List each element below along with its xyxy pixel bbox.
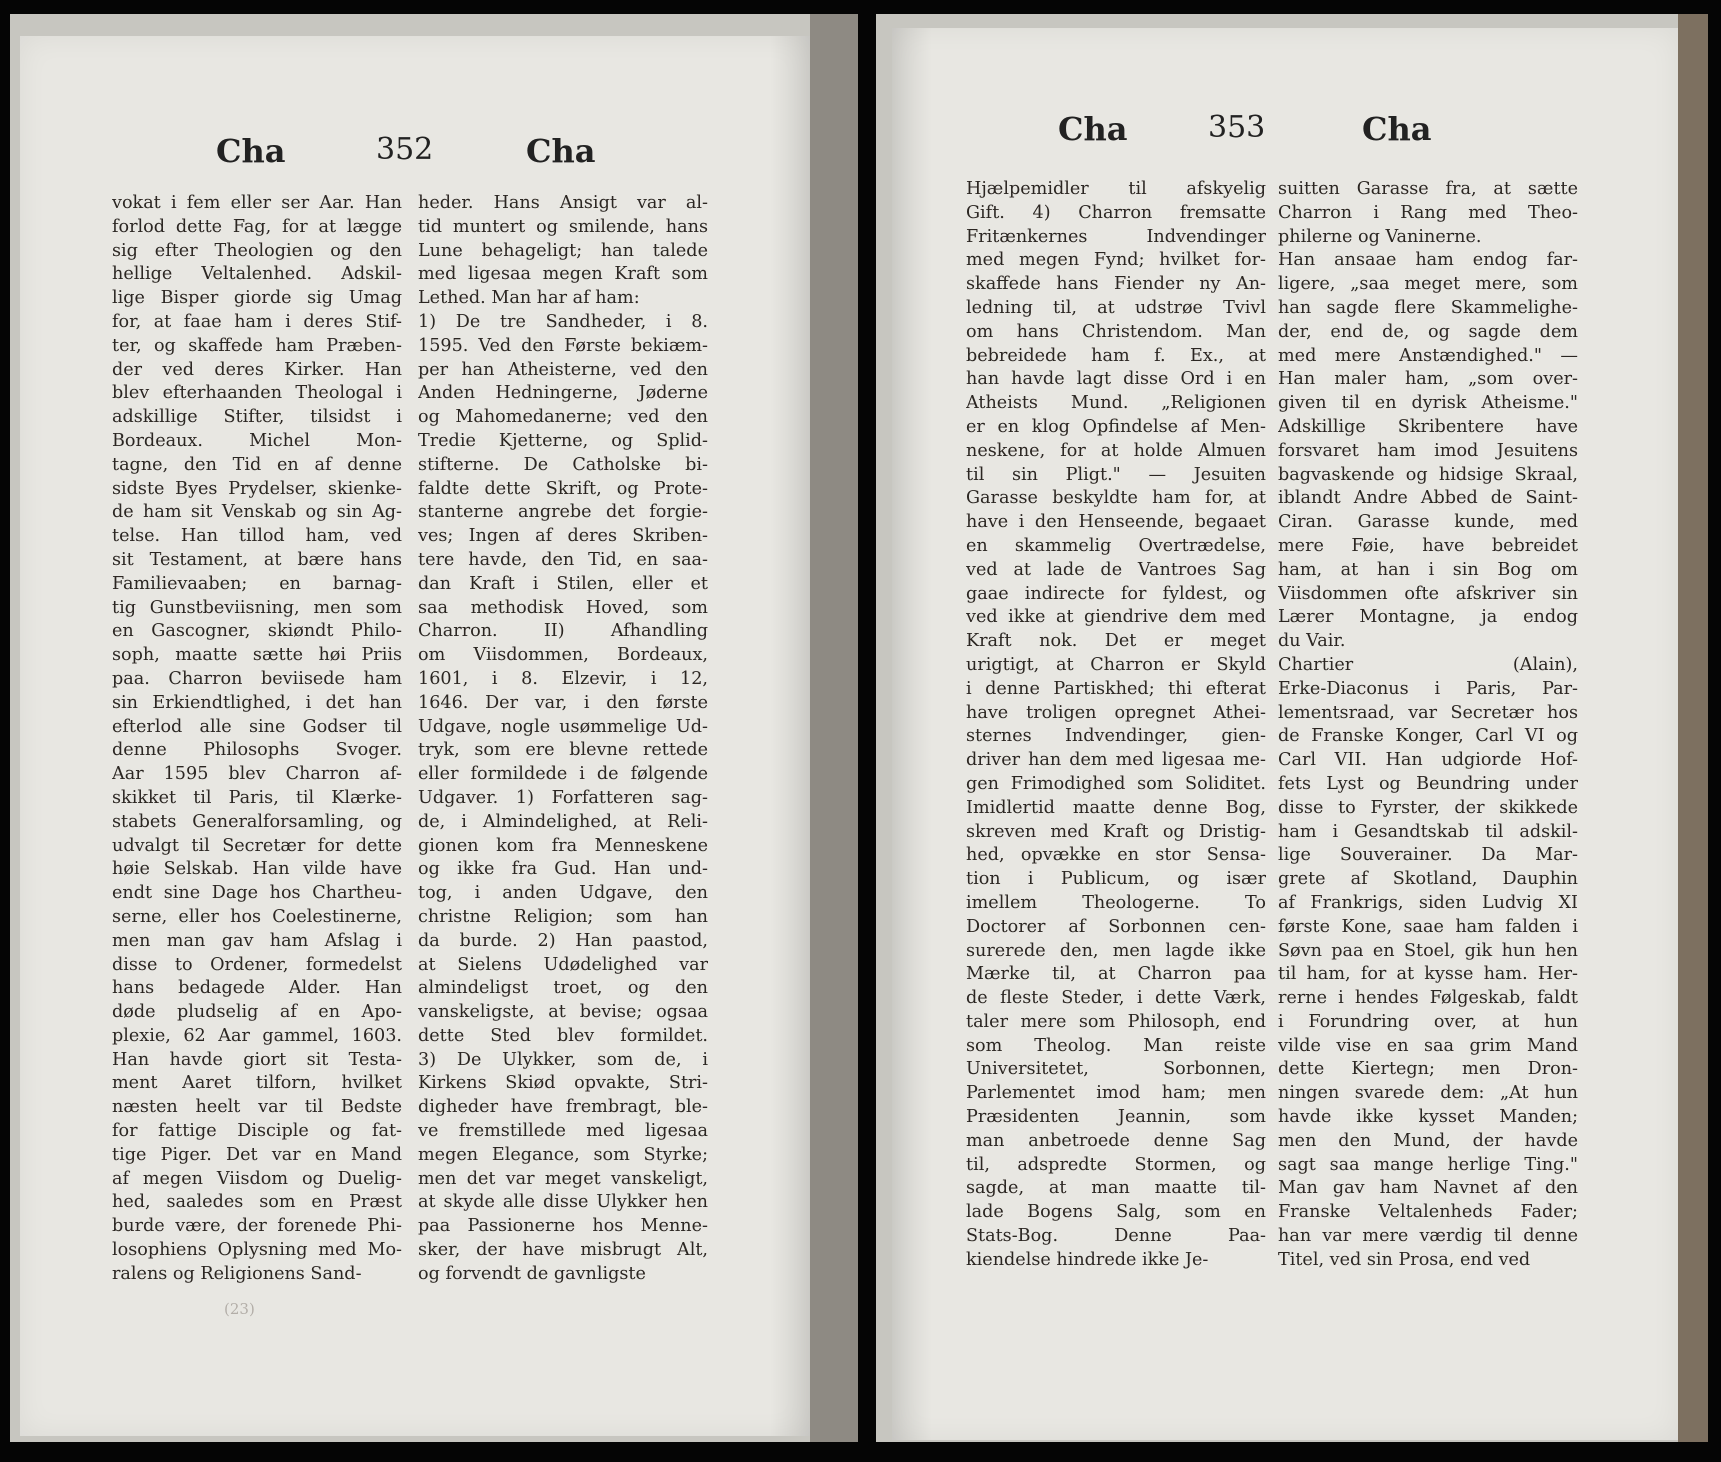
text-line: telse. Han tillod ham, ved <box>112 526 402 547</box>
running-head <box>20 132 810 182</box>
text-line: men den Mund, der havde <box>1278 1130 1578 1151</box>
text-line: tagne, den Tid en af denne <box>112 454 402 475</box>
text-line: vokat i fem eller ser Aar. Han <box>112 193 402 213</box>
text-line: given til en dyrisk Atheisme." <box>1278 393 1578 414</box>
text-line: ham, at han i sin Bog om <box>1278 559 1578 580</box>
text-line: grete af Skotland, Dauphin <box>1278 869 1578 890</box>
running-head-right-word: Cha <box>526 132 596 170</box>
text-line: philerne og Vaninerne. <box>1278 226 1482 247</box>
text-line: havde ikke kysset Manden; <box>1278 1107 1578 1128</box>
text-line: stanterne angrebe det forgie- <box>418 502 708 523</box>
text-line: forlod dette Fag, for at lægge <box>112 216 402 237</box>
text-line: hans bedagede Alder. Han <box>112 978 402 999</box>
text-line: Tredie Kjetterne, og Splid- <box>418 430 708 451</box>
text-line: driver han dem med ligesaa me- <box>966 750 1266 771</box>
text-line: Atheists Mund. „Religionen <box>966 393 1266 414</box>
text-line: ham i Gesandtskab til adskil- <box>1278 821 1578 842</box>
text-line: Anden Hedningerne, Jøderne <box>418 383 708 404</box>
text-line: han sagde flere Skammelighe- <box>1278 297 1578 318</box>
text-line: hed, opvække en stor Sensa- <box>966 845 1266 866</box>
text-line: suitten Garasse fra, at sætte <box>1278 179 1578 199</box>
text-line: sidste Byes Prydelser, skienke- <box>112 478 402 499</box>
text-line: skreven med Kraft og Dristig- <box>966 821 1266 842</box>
text-column-left <box>112 192 402 1287</box>
text-line: Stats-Bog. Denne Paa- <box>966 1226 1266 1247</box>
text-line: vilde vise en saa grim Mand <box>1278 1035 1578 1056</box>
text-line: 1646. Der var, i den første <box>418 692 708 713</box>
text-line: han havde lagt disse Ord i en <box>966 369 1266 390</box>
text-line: dette Sted blev formildet. <box>418 1025 708 1046</box>
text-line: lige Souverainer. Da Mar- <box>1278 845 1578 866</box>
text-line: megen Elegance, som Styrke; <box>418 1144 708 1165</box>
text-line: der, end de, og sagde dem <box>1278 321 1578 342</box>
text-line: disse to Ordener, formedelst <box>112 954 402 975</box>
text-line: vanskeligste, at bevise; ogsaa <box>418 1002 708 1023</box>
text-line: de, i Almindelighed, at Reli- <box>418 811 708 832</box>
text-line: blev efterhaanden Theologal i <box>112 383 402 404</box>
text-line: døde pludselig af en Apo- <box>112 1002 402 1023</box>
text-line: med mere Anstændighed." — <box>1278 345 1578 366</box>
text-line: christne Religion; som han <box>418 906 708 927</box>
text-line: tog, i anden Udgave, den <box>418 883 708 904</box>
text-line: en Gascogner, skiøndt Philo- <box>112 621 402 642</box>
text-line: Mærke til, at Charron paa <box>966 964 1266 985</box>
text-line: Ciran. Garasse kunde, med <box>1278 512 1578 533</box>
text-line: tige Piger. Det var en Mand <box>112 1144 402 1165</box>
text-line: lementsraad, var Secretær hos <box>1278 702 1578 723</box>
text-line: høie Selskab. Han vilde have <box>112 859 402 880</box>
text-line: de fleste Steder, i dette Værk, <box>966 988 1266 1009</box>
text-line: efterlod alle sine Godser til <box>112 716 402 737</box>
running-head-left-word: Cha <box>216 132 286 170</box>
text-line: forsvaret ham imod Jesuitens <box>1278 440 1578 461</box>
text-line: Han maler ham, „som over- <box>1278 369 1578 390</box>
text-line: faldte dette Skrift, og Prote- <box>418 478 708 499</box>
text-line: til sin Pligt." — Jesuiten <box>966 464 1266 485</box>
text-line: næsten heelt var til Bedste <box>112 1097 402 1118</box>
text-line: en skammelig Overtrædelse, <box>966 535 1266 556</box>
text-line: skikket til Paris, til Klærke- <box>112 787 402 808</box>
running-head-right-word: Cha <box>1362 110 1432 148</box>
text-line: de ham sit Venskab og sin Ag- <box>112 502 402 523</box>
text-line: for fattige Disciple og fat- <box>112 1121 402 1142</box>
text-line: er en klog Opfindelse af Men- <box>966 416 1266 437</box>
text-line: til ham, for at kysse ham. Her- <box>1278 964 1578 985</box>
text-line: de Franske Konger, Carl VI og <box>1278 726 1578 747</box>
text-line: der ved deres Kirker. Han <box>112 359 402 380</box>
text-line: som Theolog. Man reiste <box>966 1035 1266 1056</box>
text-line: per han Atheisterne, ved den <box>418 359 708 380</box>
right-page-scan <box>876 14 1708 1442</box>
text-line: Doctorer af Sorbonnen cen- <box>966 916 1266 937</box>
text-line: rerne i hendes Følgeskab, faldt <box>1278 988 1578 1009</box>
text-line: af megen Viisdom og Duelig- <box>112 1168 402 1189</box>
text-line: men man gav ham Afslag i <box>112 930 402 951</box>
text-line: Aar 1595 blev Charron af- <box>112 764 402 785</box>
text-line: heder. Hans Ansigt var al- <box>418 193 708 213</box>
text-line: med ligesaa megen Kraft som <box>418 264 708 285</box>
text-line: sit Testament, at bære hans <box>112 549 402 570</box>
text-line: neskene, for at holde Almuen <box>966 440 1266 461</box>
text-column-right <box>418 192 708 1287</box>
gutter-shadow <box>770 36 810 1436</box>
text-line: paa. Charron beviisede ham <box>112 668 402 689</box>
text-line: eller formildede i de følgende <box>418 764 708 785</box>
text-line: Familievaaben; en barnag- <box>112 573 402 594</box>
text-line: og Mahomedanerne; ved den <box>418 407 708 428</box>
text-line: Carl VII. Han udgiorde Hof- <box>1278 750 1578 771</box>
text-line: 3) De Ulykker, som de, i <box>418 1049 708 1070</box>
text-line: Præsidenten Jeannin, som <box>966 1107 1266 1128</box>
text-line: Parlementet imod ham; men <box>966 1083 1266 1104</box>
text-line: Han havde giort sit Testa- <box>112 1049 402 1070</box>
text-column-left <box>966 178 1266 1273</box>
text-line: lade Bogens Salg, som en <box>966 1202 1266 1223</box>
page-fore-edge <box>810 14 858 1442</box>
text-line: sker, der have misbrugt Alt, <box>418 1240 708 1261</box>
text-line: da burde. 2) Han paastod, <box>418 930 708 951</box>
text-line: mere Føie, have bebreidet <box>1278 535 1578 556</box>
text-line: saa methodisk Hoved, som <box>418 597 708 618</box>
text-line: du Vair. <box>1278 631 1346 652</box>
text-line: gaae indirecte for fyldest, og <box>966 583 1266 604</box>
text-line: man anbetroede denne Sag <box>966 1130 1266 1151</box>
text-line: ves; Ingen af deres Skriben- <box>418 526 708 547</box>
text-line: adskillige Stifter, tilsidst i <box>112 407 402 428</box>
text-line: men det var meget vanskeligt, <box>418 1168 708 1189</box>
text-line: Charron. II) Afhandling <box>418 621 708 642</box>
text-line: ment Aaret tilforn, hvilket <box>112 1073 402 1094</box>
text-line: at skyde alle disse Ulykker hen <box>418 1192 708 1213</box>
text-line: hellige Veltalenhed. Adskil- <box>112 264 402 285</box>
text-line: burde være, der forenede Phi- <box>112 1216 402 1237</box>
text-line: skaffede hans Fiender ny An- <box>966 274 1266 295</box>
text-line: Universitetet, Sorbonnen, <box>966 1059 1266 1080</box>
text-line: Hjælpemidler til afskyelig <box>966 179 1266 199</box>
text-line: Udgave, nogle usømmelige Ud- <box>418 716 708 737</box>
text-line: ved at lade de Vantroes Sag <box>966 559 1266 580</box>
text-line: første Kone, saae ham falden i <box>1278 916 1578 937</box>
text-line: ledning til, at udstrøe Tvivl <box>966 297 1266 318</box>
text-line: bagvaskende og hidsige Skraal, <box>1278 464 1578 485</box>
text-line: Lune behageligt; han talede <box>418 240 708 261</box>
text-line: 1) De tre Sandheder, i 8. <box>418 311 708 332</box>
text-line: Man gav ham Navnet af den <box>1278 1178 1578 1199</box>
text-line: Bordeaux. Michel Mon- <box>112 430 402 451</box>
text-line: sig efter Theologien og den <box>112 240 402 261</box>
text-line: Lærer Montagne, ja endog <box>1278 607 1578 628</box>
page-number: 353 <box>1208 110 1266 145</box>
text-line: udvalgt til Secretær for dette <box>112 835 402 856</box>
text-line: af Frankrigs, siden Ludvig XI <box>1278 892 1578 913</box>
text-line: losophiens Oplysning med Mo- <box>112 1240 402 1261</box>
page-352 <box>20 36 810 1436</box>
page-353 <box>892 28 1678 1440</box>
text-line: tryk, som ere blevne rettede <box>418 740 708 761</box>
text-line: stabets Generalforsamling, og <box>112 811 402 832</box>
running-head <box>892 110 1678 160</box>
text-line: i denne Partiskhed; thi efterat <box>966 678 1266 699</box>
text-line: taler mere som Philosoph, end <box>966 1011 1266 1032</box>
text-line: imellem Theologerne. To <box>966 892 1266 913</box>
text-line: dan Kraft i Stilen, eller et <box>418 573 708 594</box>
text-line: Chartier (Alain), <box>1278 654 1578 675</box>
text-line: disse to Fyrster, der skikkede <box>1278 797 1578 818</box>
text-line: sin Erkiendtlighed, i det han <box>112 692 402 713</box>
running-head-left-word: Cha <box>1058 110 1128 148</box>
gutter-shadow <box>892 28 932 1440</box>
text-line: denne Philosophs Svoger. <box>112 740 402 761</box>
text-line: Adskillige Skribentere have <box>1278 416 1578 437</box>
text-line: sagde, at man maatte til- <box>966 1178 1266 1199</box>
text-line: lige Bisper giorde sig Umag <box>112 288 402 309</box>
text-line: tid muntert og smilende, hans <box>418 216 708 237</box>
text-line: Kraft nok. Det er meget <box>966 631 1266 652</box>
text-line: i Forundring over, at hun <box>1278 1011 1578 1032</box>
text-line: have i den Henseende, begaaet <box>966 512 1266 533</box>
text-line: Søvn paa en Stoel, gik hun hen <box>1278 940 1578 961</box>
text-column-right <box>1278 178 1578 1273</box>
text-line: for, at faae ham i deres Stif- <box>112 311 402 332</box>
text-line: Gift. 4) Charron fremsatte <box>966 202 1266 223</box>
text-line: Kirkens Skiød opvakte, Stri- <box>418 1073 708 1094</box>
text-line: Charron i Rang med Theo- <box>1278 202 1578 223</box>
text-line: stifterne. De Catholske bi- <box>418 454 708 475</box>
text-line: endt sine Dage hos Chartheu- <box>112 883 402 904</box>
text-line: ter, og skaffede ham Præben- <box>112 335 402 356</box>
page-fore-edge <box>1678 14 1708 1442</box>
text-line: tig Gunstbeviisning, men som <box>112 597 402 618</box>
text-line: til, adspredte Stormen, og <box>966 1154 1266 1175</box>
text-line: Viisdommen ofte afskriver sin <box>1278 583 1578 604</box>
text-line: gionen kom fra Menneskene <box>418 835 708 856</box>
text-line: Lethed. Man har af ham: <box>418 288 640 309</box>
text-line: almindeligst troet, og den <box>418 978 708 999</box>
text-line: bebreidede ham f. Ex., at <box>966 345 1266 366</box>
text-line: Udgaver. 1) Forfatteren sag- <box>418 787 708 808</box>
text-line: om hans Christendom. Man <box>966 321 1266 342</box>
text-line: han var mere værdig til denne <box>1278 1226 1578 1247</box>
text-line: ningen svarede dem: „At hun <box>1278 1083 1578 1104</box>
text-line: Erke-Diaconus i Paris, Par- <box>1278 678 1578 699</box>
text-line: 1601, i 8. Elzevir, i 12, <box>418 668 708 689</box>
text-line: ligere, „saa meget mere, som <box>1278 274 1578 295</box>
text-line: Imidlertid maatte denne Bog, <box>966 797 1266 818</box>
text-line: Franske Veltalenheds Fader; <box>1278 1202 1578 1223</box>
text-line: tere havde, den Tid, en saa- <box>418 549 708 570</box>
text-line: have troligen opregnet Athei- <box>966 702 1266 723</box>
text-line: at Sielens Udødelighed var <box>418 954 708 975</box>
text-line: og ikke fra Gud. Han und- <box>418 859 708 880</box>
text-line: digheder have frembragt, ble- <box>418 1097 708 1118</box>
text-line: plexie, 62 Aar gammel, 1603. <box>112 1025 402 1046</box>
text-line: paa Passionerne hos Menne- <box>418 1216 708 1237</box>
text-line: 1595. Ved den Første bekiæm- <box>418 335 708 356</box>
text-line: Garasse beskyldte ham for, at <box>966 488 1266 509</box>
text-line: gen Frimodighed som Soliditet. <box>966 773 1266 794</box>
text-line: om Viisdommen, Bordeaux, <box>418 645 708 666</box>
text-line: dette Kiertegn; men Dron- <box>1278 1059 1578 1080</box>
text-line: ve fremstillede med ligesaa <box>418 1121 708 1142</box>
text-line: soph, maatte sætte høi Priis <box>112 645 402 666</box>
text-line: fets Lyst og Beundring under <box>1278 773 1578 794</box>
text-line: hed, saaledes som en Præst <box>112 1192 402 1213</box>
text-line: med megen Fynd; hvilket for- <box>966 250 1266 271</box>
text-line: sternes Indvendinger, gien- <box>966 726 1266 747</box>
text-line: Fritænkernes Indvendinger <box>966 226 1266 247</box>
text-line: iblandt Andre Abbed de Saint- <box>1278 488 1578 509</box>
text-line: ved ikke at giendrive dem med <box>966 607 1266 628</box>
text-line: urigtigt, at Charron er Skyld <box>966 654 1266 675</box>
text-line: tion i Publicum, og især <box>966 869 1266 890</box>
text-line: Han ansaae ham endog far- <box>1278 250 1578 271</box>
text-line: ralens og Religionens Sand- <box>112 1263 362 1284</box>
text-line: sagt saa mange herlige Ting." <box>1278 1154 1578 1175</box>
text-line: og forvendt de gavnligste <box>418 1263 646 1284</box>
left-page-scan <box>10 14 858 1442</box>
library-stamp: (23) <box>224 1300 255 1318</box>
text-line: serne, eller hos Coelestinerne, <box>112 906 402 927</box>
text-line: kiendelse hindrede ikke Je- <box>966 1249 1209 1270</box>
text-line: surerede den, men lagde ikke <box>966 940 1266 961</box>
page-number: 352 <box>376 132 434 167</box>
text-line: Titel, ved sin Prosa, end ved <box>1278 1249 1531 1270</box>
